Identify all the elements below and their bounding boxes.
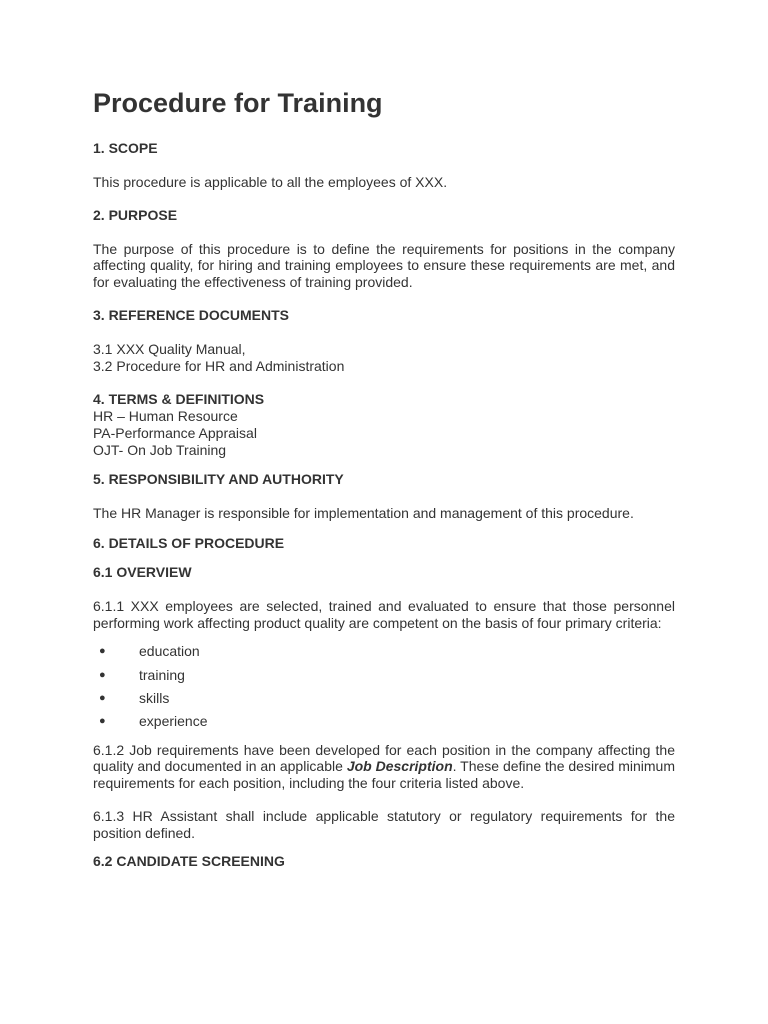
list-item: ● training xyxy=(99,666,185,683)
document-page xyxy=(93,86,675,887)
purpose-heading: 2. PURPOSE xyxy=(93,206,178,223)
responsibility-text: The HR Manager is responsible for implementation and management of this procedure. xyxy=(93,505,634,522)
responsibility-heading: 5. RESPONSIBILITY AND AUTHORITY xyxy=(93,471,344,488)
criteria-list xyxy=(93,643,675,729)
job-description-emphasis: Job Description xyxy=(346,758,453,775)
overview-paragraph-1: 6.1.1 XXX employees are selected, trained and evaluated to ensure that those personnel performing work affecting product quality are competent on the basis of four primary criteria: xyxy=(93,598,675,631)
overview-paragraph-2: 6.1.2 Job requirements have been developed for each position in the company affecting the quality and documented in an applicable Job Description. These define the desired minimum requirements for each position, including the four criteria listed above. xyxy=(93,741,675,792)
overview-heading: 6.1 OVERVIEW xyxy=(93,564,192,581)
reference-documents-heading: 3. REFERENCE DOCUMENTS xyxy=(93,306,290,323)
list-item: ● education xyxy=(99,643,200,660)
purpose-text: The purpose of this procedure is to define the requirements for positions in the company affecting quality, for hiring and training employees to ensure these requirements are met, and for evaluating the effectiveness of training provided. xyxy=(93,240,675,291)
terms-heading: 4. TERMS & DEFINITIONS xyxy=(93,391,265,408)
term-item: HR – Human Resource xyxy=(93,408,238,425)
list-item: ● skills xyxy=(99,689,170,706)
reference-item: 3.2 Procedure for HR and Administration xyxy=(93,357,345,374)
bullet-icon: ● xyxy=(99,691,106,704)
scope-text: This procedure is applicable to all the employees of XXX. xyxy=(93,174,448,190)
bullet-icon: ● xyxy=(99,715,106,728)
reference-item: 3.1 XXX Quality Manual, xyxy=(93,340,246,357)
list-item: ● experience xyxy=(99,713,208,730)
term-item: OJT- On Job Training xyxy=(93,441,227,458)
term-item: PA-Performance Appraisal xyxy=(93,424,257,441)
reference-documents-list xyxy=(93,341,675,374)
scope-heading: 1. SCOPE xyxy=(93,140,158,156)
bullet-icon: ● xyxy=(99,645,106,658)
document-title: Procedure for Training xyxy=(93,88,383,118)
bullet-icon: ● xyxy=(99,668,106,681)
details-heading: 6. DETAILS OF PROCEDURE xyxy=(93,535,285,552)
overview-paragraph-3: 6.1.3 HR Assistant shall include applicable statutory or regulatory requirements for the position defined. xyxy=(93,807,675,841)
candidate-screening-heading: 6.2 CANDIDATE SCREENING xyxy=(93,853,285,870)
terms-list xyxy=(93,408,675,458)
